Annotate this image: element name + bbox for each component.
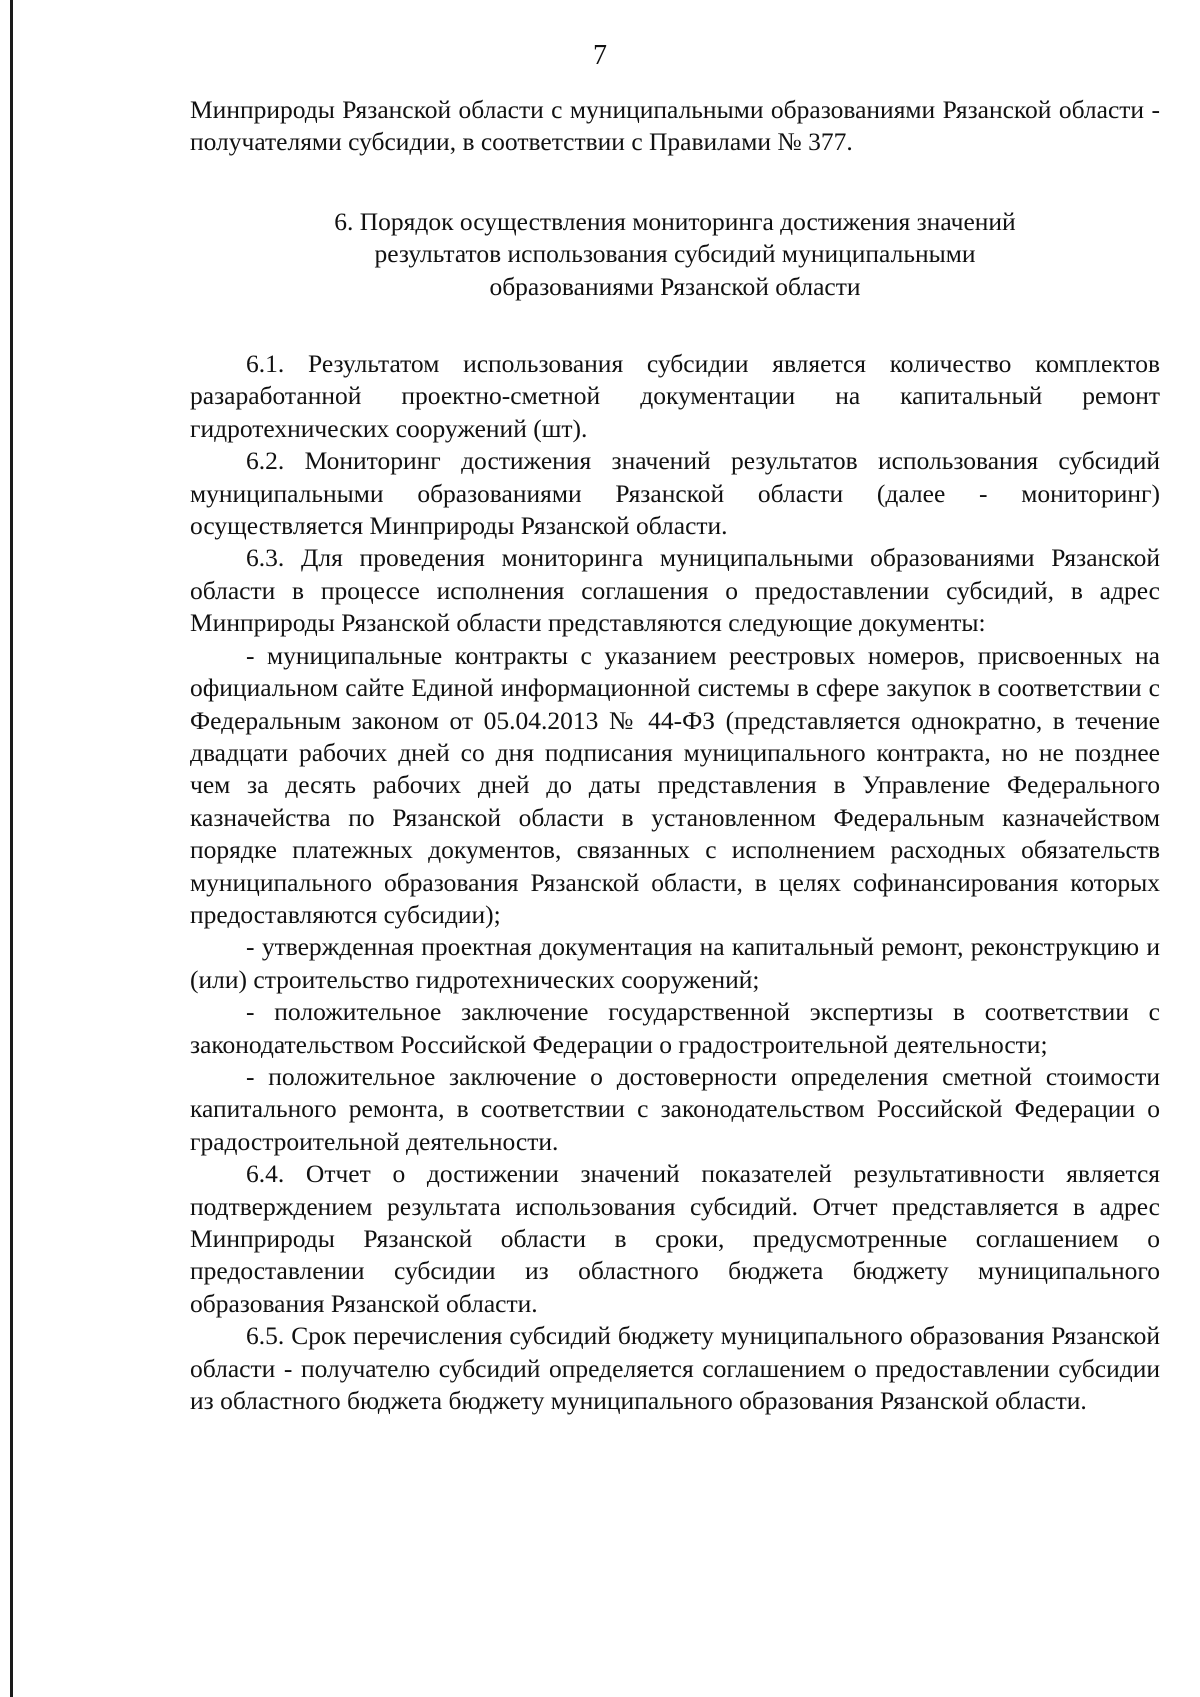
page-number: 7 <box>593 40 607 71</box>
list-item-project-docs: - утвержденная проектная документация на капитальный ремонт, реконструкцию и (или) строительство гидротехнических сооружений; <box>190 932 1160 994</box>
paragraph-6-2: 6.2. Мониторинг достижения значений результатов использования субсидий муниципальными образованиями Рязанской области (далее - мониторинг) осуществляется Минприроды Рязанской области. <box>190 446 1160 541</box>
document-body <box>190 94 1160 1417</box>
paragraph-6-1: 6.1. Результатом использования субсидии является количество комплектов разаработанной проектно-сметной документации на капитальный ремонт гидротехнических сооружений (шт). <box>190 349 1160 443</box>
section-heading-line: результатов использования субсидий муниципальными <box>374 239 976 269</box>
paragraph-6-4: 6.4. Отчет о достижении значений показателей результативности является подтверждением результата использования субсидий. Отчет представляется в адрес Минприроды Рязанской области в сроки, предусмотренные соглашением о предоставлении субсидии из областного бюджета бюджету муниципального образования Рязанской области. <box>190 1159 1160 1318</box>
list-item-contracts: - муниципальные контракты с указанием реестровых номеров, присвоенных на официальном сайте Единой информационной системы в сфере закупок в соответствии с Федеральным законом от 05.04.2013 № 44-ФЗ (представляется однократно, в течение двадцати рабочих дней со дня подписания муниципального контракта, но не позднее чем за десять рабочих дней до даты представления в Управление Федерального казначейства по Рязанской области в установленном Федеральным казначейством порядке платежных документов, связанных с исполнением расходных обязательств муниципального образования Рязанской области, в целях софинансирования которых предоставляются субсидии); <box>190 640 1160 929</box>
paragraph-6-3: 6.3. Для проведения мониторинга муниципальными образованиями Рязанской области в процессе исполнения соглашения о предоставлении субсидий, в адрес Минприроды Рязанской области представляются следующие документы: <box>190 543 1160 638</box>
section-heading-line: 6. Порядок осуществления мониторинга достижения значений <box>334 206 1016 236</box>
paragraph-6-5: 6.5. Срок перечисления субсидий бюджету муниципального образования Рязанской области - получателю субсидий определяется соглашением о предоставлении субсидии из областного бюджета бюджету муниципального образования Рязанской области. <box>190 1321 1160 1416</box>
section-heading <box>190 206 1160 303</box>
list-item-state-expertise: - положительное заключение государственной экспертизы в соответствии с законодательством Российской Федерации о градостроительной деятельности; <box>190 997 1160 1059</box>
section-heading-line: образованиями Рязанской области <box>489 271 861 301</box>
continuation-paragraph: Минприроды Рязанской области с муниципальными образованиями Рязанской области - получателями субсидии, в соответствии с Правилами № 377. <box>190 95 1160 157</box>
list-item-cost-reliability: - положительное заключение о достоверности определения сметной стоимости капитального ремонта, в соответствии с законодательством Российской Федерации о градостроительной деятельности. <box>190 1061 1160 1156</box>
scan-edge-line <box>10 0 13 1697</box>
